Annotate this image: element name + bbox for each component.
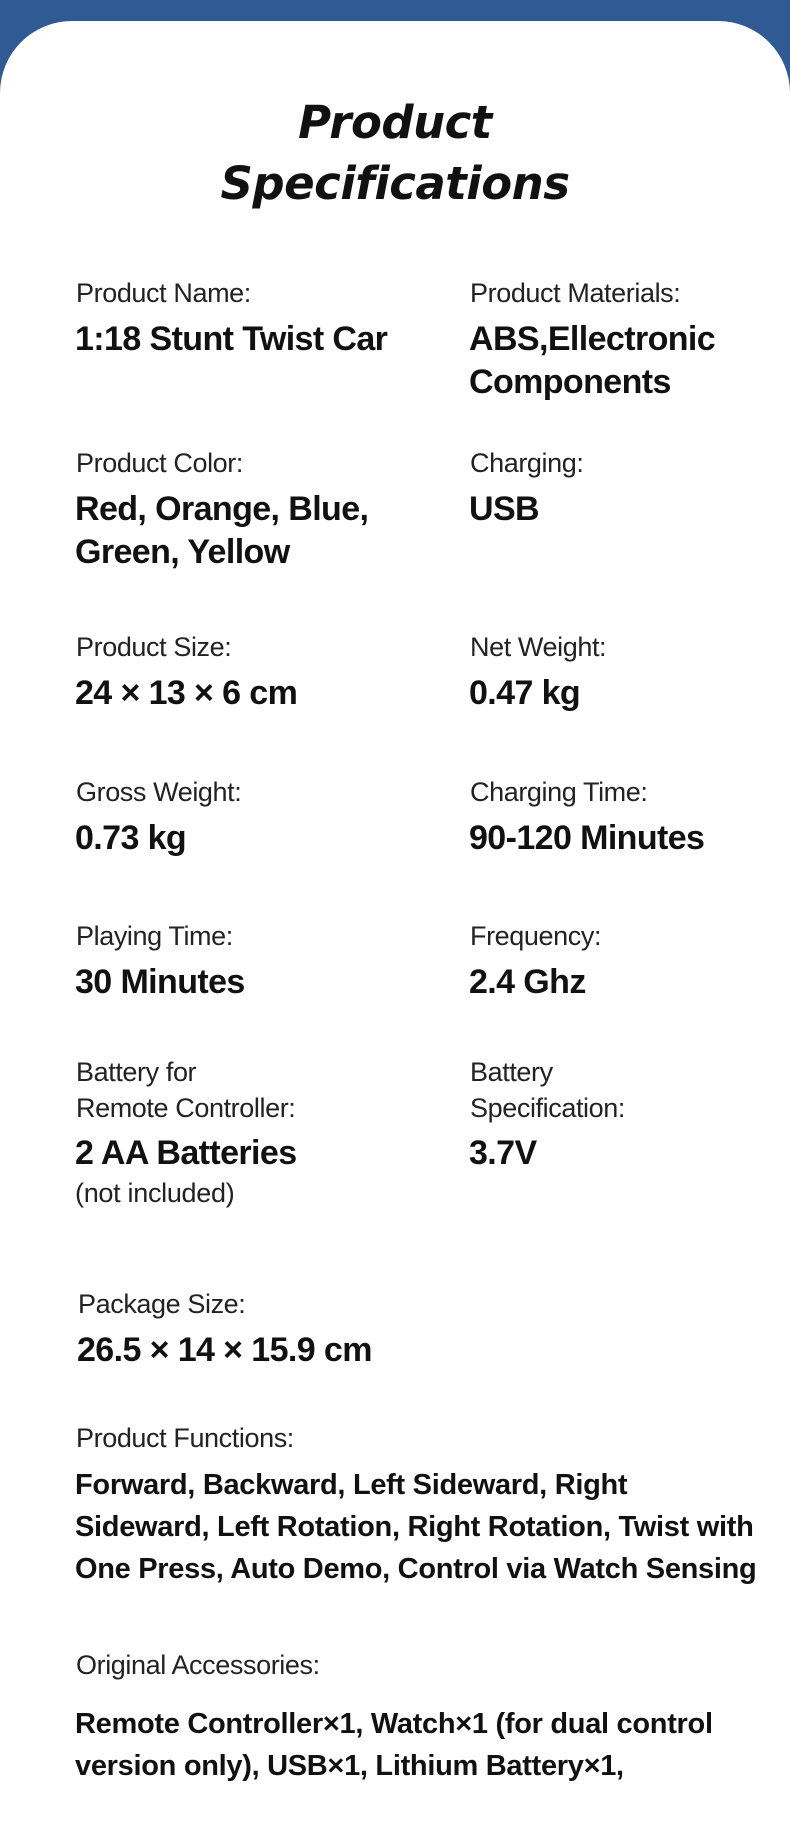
battery-remote-note: (not included): [75, 1178, 235, 1208]
charging-value: USB: [469, 490, 539, 528]
product-functions-value-line1: Forward, Backward, Left Sideward, Right: [75, 1469, 628, 1501]
product-color-value-line1: Red, Orange, Blue,: [75, 490, 369, 528]
page-title-line2: Specifications: [220, 157, 570, 210]
gross-weight-label: Gross Weight:: [76, 777, 242, 807]
product-materials-label: Product Materials:: [470, 278, 681, 308]
playing-time-value: 30 Minutes: [75, 963, 245, 1001]
product-size-value: 24 × 13 × 6 cm: [75, 674, 298, 712]
product-materials-value-line1: ABS,Ellectronic: [469, 320, 716, 358]
battery-remote-label-line2: Remote Controller:: [76, 1093, 296, 1123]
battery-spec-label-line1: Battery: [470, 1057, 553, 1087]
product-color-label: Product Color:: [76, 448, 243, 478]
product-functions-value-line3: One Press, Auto Demo, Control via Watch Sensing: [75, 1553, 757, 1585]
product-size-label: Product Size:: [76, 632, 232, 662]
original-accessories-label: Original Accessories:: [76, 1650, 320, 1680]
charging-time-value: 90-120 Minutes: [469, 819, 705, 857]
product-materials-value-line2: Components: [469, 363, 671, 401]
charging-time-label: Charging Time:: [470, 777, 648, 807]
product-color-value-line2: Green, Yellow: [75, 533, 290, 571]
package-size-value: 26.5 × 14 × 15.9 cm: [77, 1331, 372, 1369]
product-functions-label: Product Functions:: [76, 1423, 294, 1453]
battery-spec-label-line2: Specification:: [470, 1093, 625, 1123]
original-accessories-value-line1: Remote Controller×1, Watch×1 (for dual control: [75, 1708, 713, 1740]
product-functions-value-line2: Sideward, Left Rotation, Right Rotation, Twist with: [75, 1511, 754, 1543]
net-weight-value: 0.47 kg: [469, 674, 581, 712]
playing-time-label: Playing Time:: [76, 921, 233, 951]
product-name-label: Product Name:: [76, 278, 251, 308]
frequency-label: Frequency:: [470, 921, 602, 951]
battery-remote-label-line1: Battery for: [76, 1057, 197, 1087]
gross-weight-value: 0.73 kg: [75, 819, 187, 857]
page-title-line1: Product: [298, 96, 492, 149]
package-size-label: Package Size:: [78, 1289, 246, 1319]
net-weight-label: Net Weight:: [470, 632, 607, 662]
battery-remote-value: 2 AA Batteries: [75, 1134, 297, 1172]
frequency-value: 2.4 Ghz: [469, 963, 586, 1001]
spec-card: [0, 21, 790, 1826]
battery-spec-value: 3.7V: [469, 1134, 537, 1172]
original-accessories-value-line2: version only), USB×1, Lithium Battery×1,: [75, 1750, 624, 1782]
product-name-value: 1:18 Stunt Twist Car: [75, 320, 388, 358]
charging-label: Charging:: [470, 448, 584, 478]
